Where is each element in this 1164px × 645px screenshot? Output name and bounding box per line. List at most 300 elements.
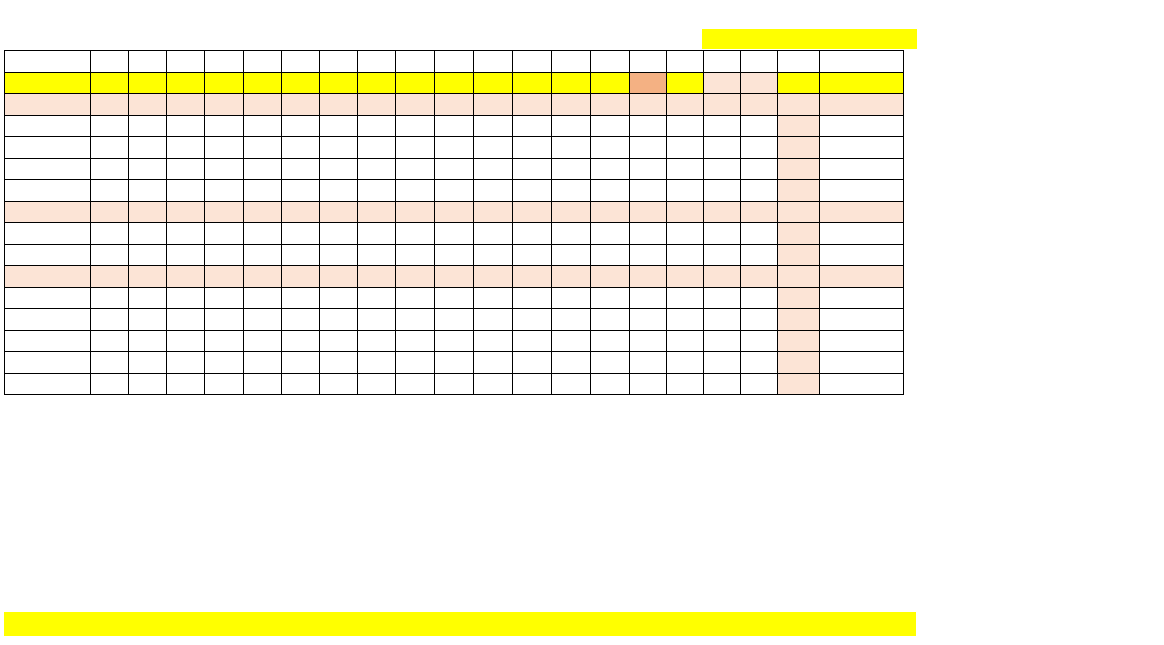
region-label	[5, 137, 91, 159]
region-total-cell	[778, 158, 820, 180]
region-value-cell	[396, 352, 435, 374]
region-value-cell	[552, 244, 591, 266]
region-value-cell	[129, 223, 167, 245]
region-value-cell	[396, 244, 435, 266]
region-value-cell	[667, 373, 704, 395]
region-value-cell	[91, 330, 129, 352]
region-value-cell	[167, 115, 205, 137]
region-value-cell	[282, 180, 320, 202]
region-value-cell	[320, 287, 358, 309]
region-label	[5, 330, 91, 352]
region-value-cell	[552, 373, 591, 395]
region-value-cell	[630, 137, 667, 159]
region-value-cell	[630, 352, 667, 374]
region-value-cell	[552, 223, 591, 245]
region-value-cell	[205, 115, 244, 137]
region-value-cell	[435, 180, 474, 202]
region-value-cell	[552, 137, 591, 159]
region-value-cell	[741, 330, 778, 352]
region-value-cell	[205, 287, 244, 309]
region-value-cell	[282, 137, 320, 159]
region-value-cell	[244, 352, 282, 374]
region-row	[5, 115, 904, 137]
region-value-cell	[244, 309, 282, 331]
region-value-cell	[129, 137, 167, 159]
region-value-cell	[513, 330, 552, 352]
region-total-cell	[778, 223, 820, 245]
region-value-cell	[630, 309, 667, 331]
region-value-cell	[205, 223, 244, 245]
region-value-cell	[591, 223, 630, 245]
region-value-cell	[205, 180, 244, 202]
region-value-cell	[704, 373, 741, 395]
region-value-cell	[282, 330, 320, 352]
region-value-cell	[552, 352, 591, 374]
region-value-cell	[552, 309, 591, 331]
region-value-cell	[513, 201, 552, 223]
region-value-cell	[630, 94, 667, 116]
region-value-cell	[435, 287, 474, 309]
region-value-cell	[630, 330, 667, 352]
region-value-cell	[474, 115, 513, 137]
region-label-right	[820, 373, 904, 395]
region-value-cell	[474, 287, 513, 309]
region-label-right	[820, 352, 904, 374]
region-label-right	[820, 309, 904, 331]
date-header-cell	[167, 51, 205, 73]
date-header-cell	[320, 51, 358, 73]
region-value-cell	[630, 244, 667, 266]
region-label-right	[820, 266, 904, 288]
region-value-cell	[630, 158, 667, 180]
region-label	[5, 158, 91, 180]
region-value-cell	[282, 158, 320, 180]
region-value-cell	[91, 115, 129, 137]
region-value-cell	[630, 115, 667, 137]
region-value-cell	[244, 137, 282, 159]
region-value-cell	[358, 373, 396, 395]
region-value-cell	[552, 266, 591, 288]
region-row	[5, 158, 904, 180]
region-row	[5, 309, 904, 331]
region-value-cell	[358, 287, 396, 309]
region-value-cell	[282, 201, 320, 223]
region-value-cell	[129, 244, 167, 266]
region-row	[5, 244, 904, 266]
region-value-cell	[282, 72, 320, 94]
region-value-cell	[704, 309, 741, 331]
region-value-cell	[320, 94, 358, 116]
region-value-cell	[282, 309, 320, 331]
region-value-cell	[167, 330, 205, 352]
region-value-cell	[552, 180, 591, 202]
region-value-cell	[205, 72, 244, 94]
region-value-cell	[129, 72, 167, 94]
date-header-cell	[129, 51, 167, 73]
region-label-right	[820, 137, 904, 159]
region-value-cell	[474, 330, 513, 352]
region-value-cell	[358, 330, 396, 352]
date-header-cell	[552, 51, 591, 73]
region-value-cell	[667, 180, 704, 202]
region-value-cell	[396, 94, 435, 116]
region-value-cell	[704, 287, 741, 309]
region-row	[5, 373, 904, 395]
region-label-right	[820, 201, 904, 223]
case-table	[4, 50, 904, 395]
region-value-cell	[474, 373, 513, 395]
region-value-cell	[396, 223, 435, 245]
region-value-cell	[704, 223, 741, 245]
region-value-cell	[667, 223, 704, 245]
region-value-cell	[741, 223, 778, 245]
region-label-right	[820, 158, 904, 180]
region-value-cell	[630, 72, 667, 94]
region-value-cell	[591, 94, 630, 116]
region-label-right	[820, 94, 904, 116]
region-value-cell	[667, 309, 704, 331]
region-value-cell	[591, 330, 630, 352]
region-value-cell	[167, 266, 205, 288]
region-label	[5, 373, 91, 395]
region-value-cell	[474, 137, 513, 159]
region-value-cell	[129, 94, 167, 116]
bottom-note	[4, 612, 916, 636]
region-value-cell	[167, 373, 205, 395]
region-value-cell	[667, 330, 704, 352]
region-value-cell	[630, 266, 667, 288]
region-value-cell	[167, 180, 205, 202]
region-row	[5, 72, 904, 94]
region-value-cell	[667, 115, 704, 137]
region-total-cell	[778, 309, 820, 331]
region-value-cell	[741, 137, 778, 159]
region-value-cell	[129, 287, 167, 309]
date-header-cell	[91, 51, 129, 73]
region-row	[5, 352, 904, 374]
date-header-cell	[741, 51, 778, 73]
region-value-cell	[244, 180, 282, 202]
date-header-cell	[704, 51, 741, 73]
region-value-cell	[358, 115, 396, 137]
region-value-cell	[205, 158, 244, 180]
region-total-cell	[778, 72, 820, 94]
region-value-cell	[513, 373, 552, 395]
region-value-cell	[513, 287, 552, 309]
region-value-cell	[396, 201, 435, 223]
region-value-cell	[741, 309, 778, 331]
region-value-cell	[244, 72, 282, 94]
region-label-right	[820, 244, 904, 266]
region-value-cell	[513, 115, 552, 137]
region-value-cell	[320, 115, 358, 137]
region-row	[5, 287, 904, 309]
region-value-cell	[91, 266, 129, 288]
region-value-cell	[591, 137, 630, 159]
region-value-cell	[358, 352, 396, 374]
region-row	[5, 201, 904, 223]
region-label-right	[820, 223, 904, 245]
region-value-cell	[320, 309, 358, 331]
region-value-cell	[704, 137, 741, 159]
region-value-cell	[474, 158, 513, 180]
region-value-cell	[205, 352, 244, 374]
region-value-cell	[129, 266, 167, 288]
region-value-cell	[167, 201, 205, 223]
region-value-cell	[552, 287, 591, 309]
region-value-cell	[129, 373, 167, 395]
region-value-cell	[474, 94, 513, 116]
region-value-cell	[591, 352, 630, 374]
region-value-cell	[435, 373, 474, 395]
region-value-cell	[167, 94, 205, 116]
date-header-cell	[513, 51, 552, 73]
region-value-cell	[741, 94, 778, 116]
region-value-cell	[396, 72, 435, 94]
region-total-cell	[778, 137, 820, 159]
region-value-cell	[91, 244, 129, 266]
region-value-cell	[320, 330, 358, 352]
region-value-cell	[513, 244, 552, 266]
region-value-cell	[320, 244, 358, 266]
region-value-cell	[320, 72, 358, 94]
region-value-cell	[91, 373, 129, 395]
region-value-cell	[282, 115, 320, 137]
region-value-cell	[667, 72, 704, 94]
region-value-cell	[435, 72, 474, 94]
date-header-label	[5, 51, 91, 73]
region-value-cell	[396, 309, 435, 331]
region-value-cell	[244, 244, 282, 266]
region-row	[5, 223, 904, 245]
region-value-cell	[513, 266, 552, 288]
region-value-cell	[474, 180, 513, 202]
region-value-cell	[91, 201, 129, 223]
region-value-cell	[474, 352, 513, 374]
region-value-cell	[704, 158, 741, 180]
region-value-cell	[205, 266, 244, 288]
region-value-cell	[741, 287, 778, 309]
region-value-cell	[513, 352, 552, 374]
region-label	[5, 266, 91, 288]
region-value-cell	[435, 223, 474, 245]
region-value-cell	[129, 180, 167, 202]
region-total-cell	[778, 115, 820, 137]
region-value-cell	[591, 244, 630, 266]
region-value-cell	[591, 115, 630, 137]
region-value-cell	[205, 330, 244, 352]
region-value-cell	[591, 266, 630, 288]
region-value-cell	[396, 330, 435, 352]
region-value-cell	[129, 115, 167, 137]
date-header-cell	[282, 51, 320, 73]
region-value-cell	[704, 330, 741, 352]
region-value-cell	[741, 352, 778, 374]
region-value-cell	[396, 137, 435, 159]
region-value-cell	[167, 72, 205, 94]
region-value-cell	[358, 158, 396, 180]
region-value-cell	[282, 94, 320, 116]
region-value-cell	[513, 94, 552, 116]
region-label	[5, 201, 91, 223]
region-value-cell	[667, 201, 704, 223]
region-value-cell	[741, 373, 778, 395]
region-value-cell	[667, 244, 704, 266]
region-value-cell	[741, 201, 778, 223]
region-value-cell	[741, 115, 778, 137]
region-value-cell	[435, 158, 474, 180]
region-value-cell	[704, 94, 741, 116]
region-value-cell	[167, 352, 205, 374]
region-value-cell	[396, 266, 435, 288]
region-value-cell	[282, 223, 320, 245]
region-label-right	[820, 115, 904, 137]
region-row	[5, 137, 904, 159]
region-label	[5, 287, 91, 309]
region-value-cell	[358, 180, 396, 202]
region-value-cell	[396, 180, 435, 202]
region-value-cell	[435, 201, 474, 223]
region-value-cell	[741, 180, 778, 202]
date-header-cell	[474, 51, 513, 73]
region-total-cell	[778, 266, 820, 288]
region-label	[5, 309, 91, 331]
region-value-cell	[474, 266, 513, 288]
region-value-cell	[129, 352, 167, 374]
region-value-cell	[474, 309, 513, 331]
total-header	[778, 51, 820, 73]
region-total-cell	[778, 373, 820, 395]
region-value-cell	[205, 309, 244, 331]
region-value-cell	[704, 244, 741, 266]
date-header-cell	[205, 51, 244, 73]
region-total-cell	[778, 330, 820, 352]
region-value-cell	[396, 287, 435, 309]
region-value-cell	[167, 158, 205, 180]
region-value-cell	[91, 352, 129, 374]
region-label	[5, 352, 91, 374]
region-value-cell	[474, 244, 513, 266]
region-total-cell	[778, 94, 820, 116]
region-value-cell	[244, 287, 282, 309]
region-value-cell	[552, 158, 591, 180]
region-total-cell	[778, 244, 820, 266]
region-value-cell	[435, 115, 474, 137]
region-value-cell	[552, 94, 591, 116]
region-value-cell	[704, 72, 741, 94]
region-value-cell	[320, 352, 358, 374]
region-value-cell	[167, 244, 205, 266]
region-value-cell	[741, 244, 778, 266]
region-value-cell	[591, 180, 630, 202]
region-value-cell	[667, 266, 704, 288]
region-value-cell	[358, 223, 396, 245]
region-value-cell	[129, 309, 167, 331]
region-value-cell	[741, 266, 778, 288]
region-label-right	[820, 287, 904, 309]
region-value-cell	[358, 94, 396, 116]
sapporo-inclusion-note	[702, 29, 917, 49]
region-value-cell	[396, 158, 435, 180]
region-value-cell	[435, 266, 474, 288]
region-value-cell	[358, 201, 396, 223]
region-value-cell	[244, 94, 282, 116]
region-value-cell	[320, 180, 358, 202]
region-value-cell	[282, 352, 320, 374]
region-value-cell	[129, 330, 167, 352]
region-value-cell	[320, 201, 358, 223]
region-value-cell	[282, 244, 320, 266]
region-value-cell	[741, 158, 778, 180]
region-value-cell	[704, 201, 741, 223]
region-value-cell	[435, 137, 474, 159]
region-label	[5, 244, 91, 266]
region-value-cell	[167, 223, 205, 245]
region-value-cell	[320, 223, 358, 245]
region-value-cell	[704, 266, 741, 288]
region-row	[5, 180, 904, 202]
region-value-cell	[552, 330, 591, 352]
region-value-cell	[667, 94, 704, 116]
date-header-cell	[358, 51, 396, 73]
region-total-cell	[778, 180, 820, 202]
date-header-cell	[435, 51, 474, 73]
region-value-cell	[167, 137, 205, 159]
region-value-cell	[91, 180, 129, 202]
region-value-cell	[513, 180, 552, 202]
region-value-cell	[244, 373, 282, 395]
region-value-cell	[282, 266, 320, 288]
region-value-cell	[205, 94, 244, 116]
date-header-cell	[244, 51, 282, 73]
region-value-cell	[667, 158, 704, 180]
region-value-cell	[513, 158, 552, 180]
region-value-cell	[358, 266, 396, 288]
region-value-cell	[591, 373, 630, 395]
region-value-cell	[591, 287, 630, 309]
region-value-cell	[167, 287, 205, 309]
date-header-row	[5, 51, 904, 73]
region-value-cell	[474, 201, 513, 223]
date-header-cell	[396, 51, 435, 73]
region-value-cell	[244, 330, 282, 352]
region-label	[5, 72, 91, 94]
region-value-cell	[91, 137, 129, 159]
region-value-cell	[704, 115, 741, 137]
region-label	[5, 223, 91, 245]
region-value-cell	[320, 158, 358, 180]
region-value-cell	[320, 137, 358, 159]
date-header-cell	[630, 51, 667, 73]
region-value-cell	[244, 158, 282, 180]
region-value-cell	[630, 287, 667, 309]
region-value-cell	[704, 180, 741, 202]
region-value-cell	[129, 158, 167, 180]
region-value-cell	[630, 223, 667, 245]
region-value-cell	[244, 223, 282, 245]
region-value-cell	[435, 94, 474, 116]
region-value-cell	[396, 115, 435, 137]
region-label	[5, 180, 91, 202]
region-value-cell	[244, 201, 282, 223]
date-header-cell	[667, 51, 704, 73]
region-value-cell	[91, 158, 129, 180]
region-value-cell	[244, 115, 282, 137]
region-value-cell	[205, 244, 244, 266]
region-value-cell	[320, 266, 358, 288]
region-value-cell	[358, 309, 396, 331]
header-right-blank	[820, 51, 904, 73]
